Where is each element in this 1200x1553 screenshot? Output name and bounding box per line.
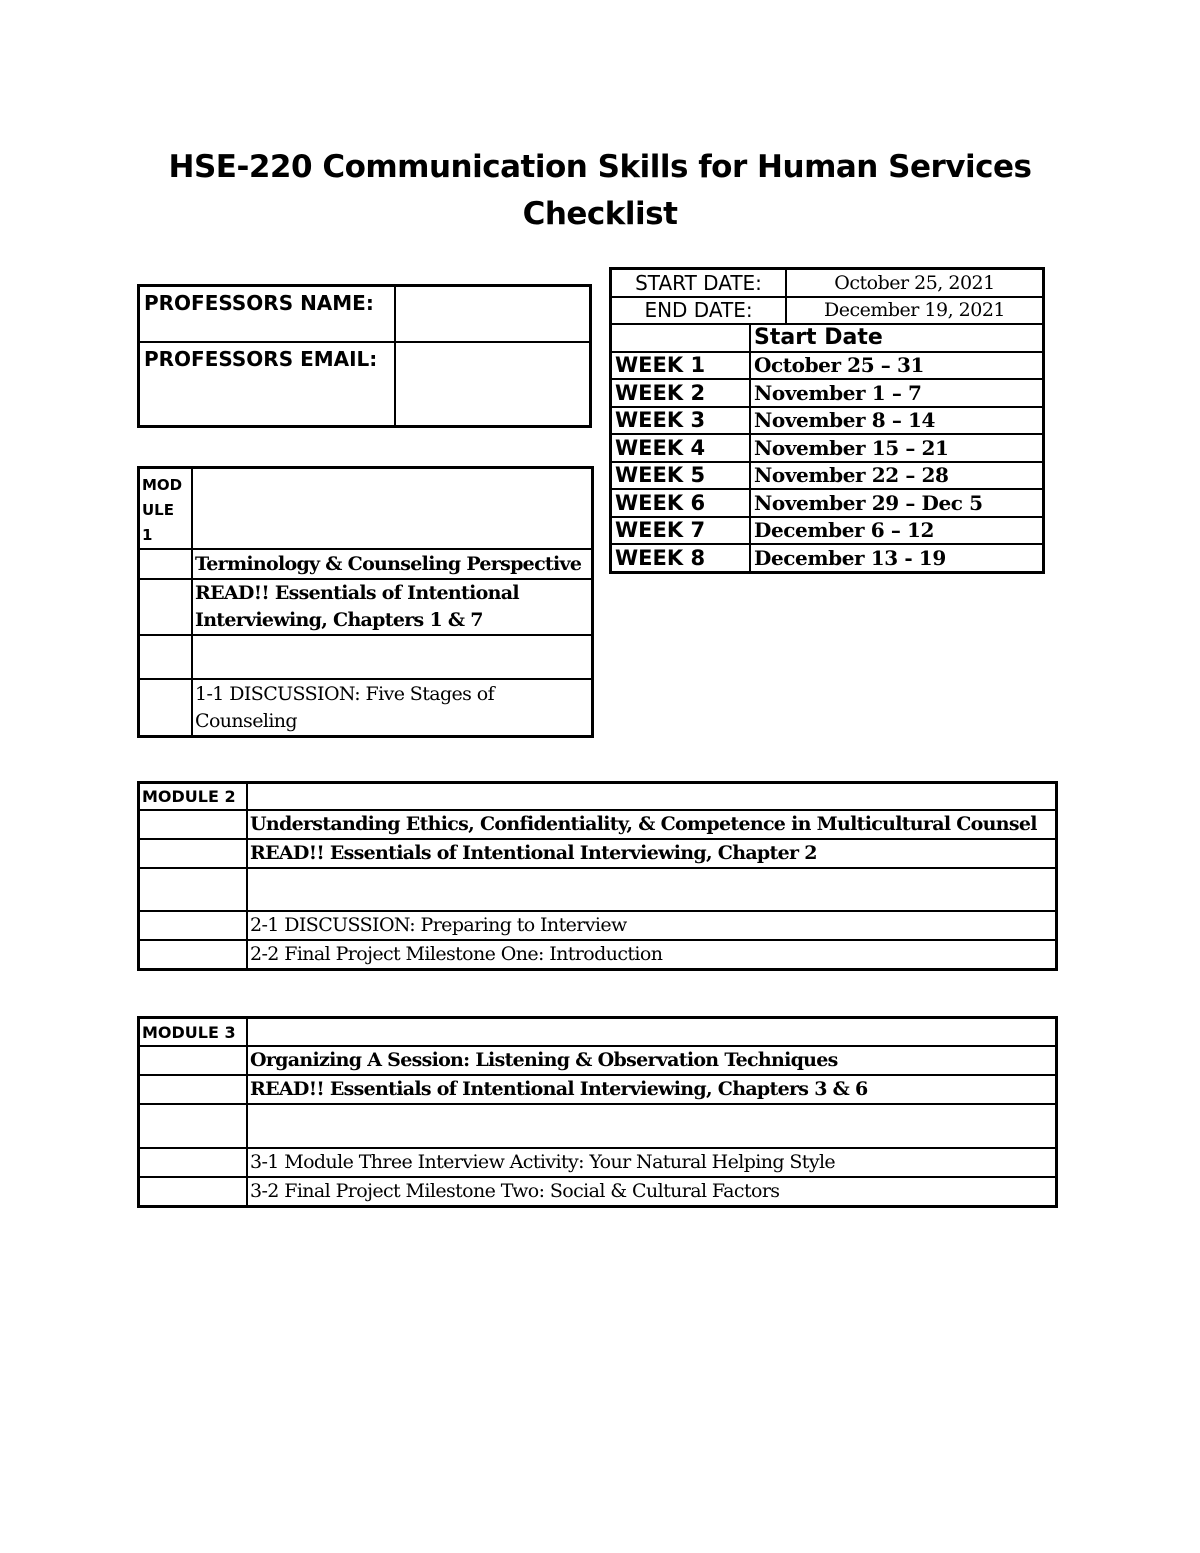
checkbox-cell[interactable] (139, 1046, 247, 1075)
start-date-label: START DATE: (611, 269, 786, 297)
week-range: November 1 – 7 (750, 379, 1043, 407)
module-3-reading: READ!! Essentials of Intentional Interviewing, Chapters 3 & 6 (247, 1075, 1056, 1104)
end-date-value: December 19, 2021 (786, 297, 1043, 325)
checkbox-cell[interactable] (139, 679, 192, 736)
module-2-table (138, 782, 1057, 970)
module-2-topic: Understanding Ethics, Confidentiality, & Competence in Multicultural Counsel (247, 810, 1056, 839)
module-2-reading: READ!! Essentials of Intentional Interviewing, Chapter 2 (247, 839, 1056, 868)
checkbox-cell[interactable] (139, 1177, 247, 1206)
week-label: WEEK 1 (611, 352, 750, 380)
week-label: WEEK 4 (611, 434, 750, 462)
module-1-topic: Terminology & Counseling Perspective (192, 549, 592, 579)
schedule-header-blank (611, 324, 750, 352)
module-1-table (138, 467, 593, 737)
checkbox-cell[interactable] (139, 868, 247, 911)
week-range: November 29 – Dec 5 (750, 489, 1043, 517)
professor-email-label: PROFESSORS EMAIL: (139, 342, 395, 426)
document-title: HSE-220 Communication Skills for Human Services (168, 149, 1032, 185)
module-3-blank-row (247, 1104, 1056, 1148)
week-range: November 15 – 21 (750, 434, 1043, 462)
checkbox-cell[interactable] (139, 1104, 247, 1148)
professor-email-field[interactable] (395, 342, 590, 426)
module-3-label: MODULE 3 (139, 1018, 247, 1046)
document-subtitle: Checklist (522, 196, 678, 232)
checkbox-cell[interactable] (139, 940, 247, 969)
schedule-table (610, 268, 1044, 573)
week-row (611, 489, 1043, 517)
professor-name-label: PROFESSORS NAME: (139, 286, 395, 342)
week-range: October 25 – 31 (750, 352, 1043, 380)
week-row (611, 379, 1043, 407)
module-2-task-2: 2-2 Final Project Milestone One: Introduction (247, 940, 1056, 969)
checkbox-cell[interactable] (139, 549, 192, 579)
module-3-task-1: 3-1 Module Three Interview Activity: Your Natural Helping Style (247, 1148, 1056, 1177)
module-2-header-blank (247, 783, 1056, 810)
week-range: November 8 – 14 (750, 407, 1043, 435)
checkbox-cell[interactable] (139, 579, 192, 635)
module-2-blank-row (247, 868, 1056, 911)
module-3-table (138, 1017, 1057, 1207)
start-date-column-header: Start Date (750, 324, 1043, 352)
module-3-header-blank (247, 1018, 1056, 1046)
week-row (611, 434, 1043, 462)
week-range: December 13 - 19 (750, 544, 1043, 572)
professor-info-table (138, 285, 591, 427)
checkbox-cell[interactable] (139, 1075, 247, 1104)
module-1-header-blank (192, 468, 592, 549)
week-row (611, 407, 1043, 435)
module-2-label: MODULE 2 (139, 783, 247, 810)
week-row (611, 462, 1043, 490)
week-label: WEEK 6 (611, 489, 750, 517)
module-1-label: MODULE 1 (139, 468, 192, 549)
week-label: WEEK 3 (611, 407, 750, 435)
module-1-blank-row (192, 635, 592, 679)
week-row (611, 517, 1043, 545)
week-label: WEEK 7 (611, 517, 750, 545)
week-range: December 6 – 12 (750, 517, 1043, 545)
end-date-label: END DATE: (611, 297, 786, 325)
week-label: WEEK 8 (611, 544, 750, 572)
week-label: WEEK 5 (611, 462, 750, 490)
module-1-reading: READ!! Essentials of Intentional Interviewing, Chapters 1 & 7 (192, 579, 592, 635)
week-row (611, 544, 1043, 572)
module-3-task-2: 3-2 Final Project Milestone Two: Social & Cultural Factors (247, 1177, 1056, 1206)
week-row (611, 352, 1043, 380)
module-2-task-1: 2-1 DISCUSSION: Preparing to Interview (247, 911, 1056, 940)
start-date-value: October 25, 2021 (786, 269, 1043, 297)
professor-name-field[interactable] (395, 286, 590, 342)
checkbox-cell[interactable] (139, 1148, 247, 1177)
week-range: November 22 – 28 (750, 462, 1043, 490)
week-label: WEEK 2 (611, 379, 750, 407)
checkbox-cell[interactable] (139, 810, 247, 839)
module-3-topic: Organizing A Session: Listening & Observation Techniques (247, 1046, 1056, 1075)
checkbox-cell[interactable] (139, 635, 192, 679)
checkbox-cell[interactable] (139, 839, 247, 868)
checkbox-cell[interactable] (139, 911, 247, 940)
module-1-task-1: 1-1 DISCUSSION: Five Stages of Counseling (192, 679, 592, 736)
